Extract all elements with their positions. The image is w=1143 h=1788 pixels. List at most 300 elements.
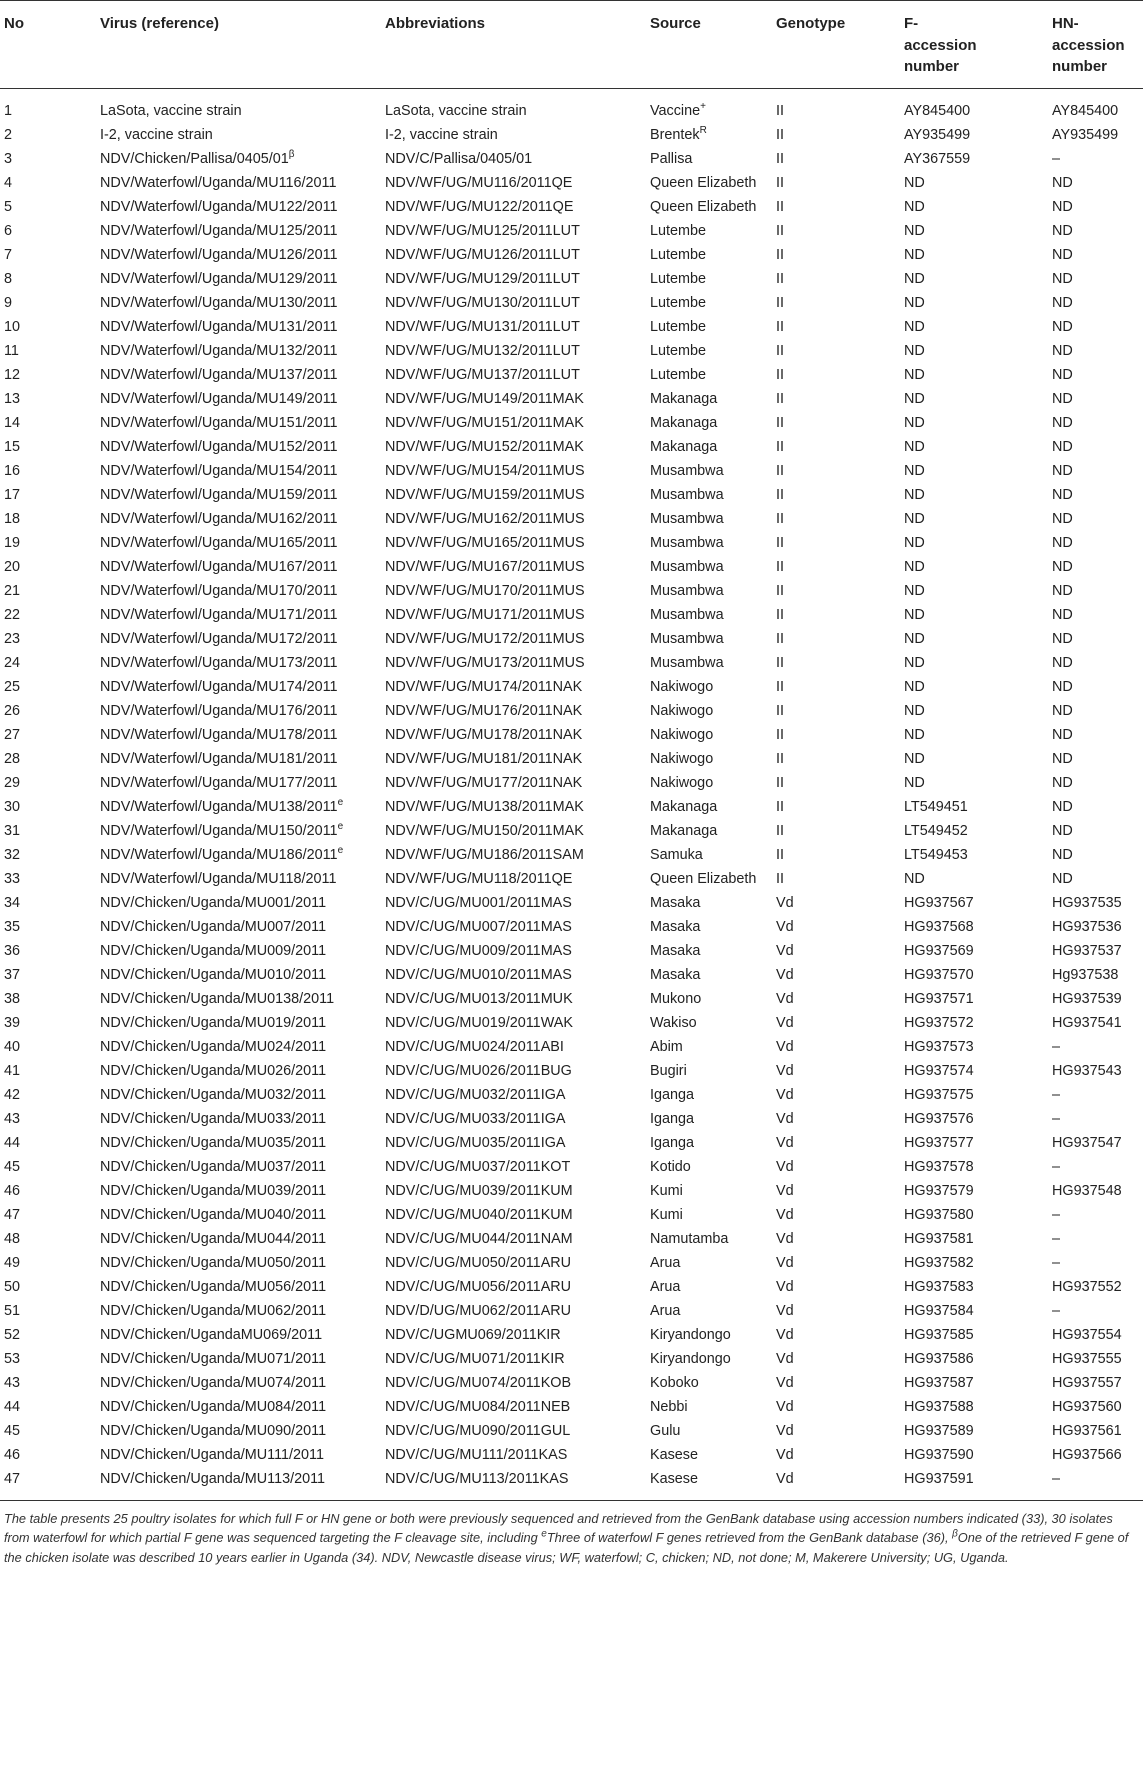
cell-source-text: Makanaga bbox=[650, 822, 718, 839]
cell-genotype-text: Vd bbox=[776, 1134, 794, 1151]
cell-no bbox=[0, 172, 96, 196]
cell-abbreviation-text: NDV/C/UG/MU001/2011MAS bbox=[385, 894, 572, 911]
cell-f-accession bbox=[900, 148, 1048, 172]
footnote-text: ), 30 isolates from waterfowl for which partial F gene was sequenced targeting the F cleavage site, including bbox=[4, 1510, 1113, 1545]
cell-no-text: 34 bbox=[4, 894, 21, 911]
cell-genotype-text: II bbox=[776, 198, 784, 215]
cell-hn-accession-text: – bbox=[1052, 1038, 1061, 1055]
cell-virus bbox=[96, 1084, 381, 1108]
cell-source bbox=[646, 436, 772, 460]
cell-virus bbox=[96, 460, 381, 484]
cell-virus bbox=[96, 532, 381, 556]
cell-no bbox=[0, 292, 96, 316]
cell-genotype-text: Vd bbox=[776, 1446, 794, 1463]
cell-no bbox=[0, 1060, 96, 1084]
cell-no-text: 32 bbox=[4, 846, 21, 863]
cell-f-accession bbox=[900, 1060, 1048, 1084]
cell-genotype bbox=[772, 1156, 900, 1180]
footnote-text: ), bbox=[940, 1530, 953, 1545]
cell-no bbox=[0, 316, 96, 340]
cell-hn-accession-text: ND bbox=[1052, 414, 1073, 431]
cell-source bbox=[646, 220, 772, 244]
cell-no bbox=[0, 1324, 96, 1348]
cell-virus-text: NDV/Waterfowl/Uganda/MU171/2011 bbox=[100, 606, 338, 623]
cell-f-accession bbox=[900, 964, 1048, 988]
cell-virus-text: NDV/Chicken/Uganda/MU032/2011 bbox=[100, 1086, 327, 1103]
cell-hn-accession bbox=[1048, 580, 1143, 604]
footnote-text: ). NDV, Newcastle disease virus; WF, waterfowl; C, chicken; ND, not done; M, Makerere University; UG, Uganda. bbox=[370, 1549, 1009, 1565]
cell-f-accession-text: HG937588 bbox=[904, 1398, 974, 1415]
table-row bbox=[0, 940, 1143, 964]
cell-no bbox=[0, 1444, 96, 1468]
cell-f-accession bbox=[900, 244, 1048, 268]
cell-source bbox=[646, 1180, 772, 1204]
cell-abbreviation bbox=[381, 700, 646, 724]
table-row bbox=[0, 580, 1143, 604]
cell-genotype bbox=[772, 88, 900, 124]
reference-link[interactable]: 33 bbox=[1025, 1510, 1041, 1526]
table-row bbox=[0, 244, 1143, 268]
cell-genotype bbox=[772, 556, 900, 580]
cell-source-text: Bugiri bbox=[650, 1062, 687, 1079]
cell-source bbox=[646, 484, 772, 508]
table-row bbox=[0, 1348, 1143, 1372]
cell-virus bbox=[96, 1300, 381, 1324]
cell-abbreviation-text: NDV/WF/UG/MU170/2011MUS bbox=[385, 582, 585, 599]
cell-hn-accession bbox=[1048, 244, 1143, 268]
cell-virus-text: NDV/Chicken/Uganda/MU084/2011 bbox=[100, 1398, 327, 1415]
cell-no bbox=[0, 508, 96, 532]
cell-f-accession bbox=[900, 388, 1048, 412]
cell-f-accession-text: HG937572 bbox=[904, 1014, 974, 1031]
cell-source bbox=[646, 844, 772, 868]
cell-hn-accession-text: ND bbox=[1052, 630, 1073, 647]
cell-hn-accession bbox=[1048, 676, 1143, 700]
cell-hn-accession-text: Hg937538 bbox=[1052, 966, 1119, 983]
cell-source bbox=[646, 1324, 772, 1348]
table-row bbox=[0, 988, 1143, 1012]
cell-hn-accession bbox=[1048, 1012, 1143, 1036]
cell-abbreviation-text: NDV/C/UG/MU037/2011KOT bbox=[385, 1158, 571, 1175]
cell-virus-text: NDV/Chicken/Uganda/MU024/2011 bbox=[100, 1038, 327, 1055]
cell-no bbox=[0, 1468, 96, 1501]
cell-hn-accession bbox=[1048, 868, 1143, 892]
cell-source-text: Nakiwogo bbox=[650, 702, 714, 719]
cell-no-text: 11 bbox=[4, 342, 19, 359]
table-row bbox=[0, 844, 1143, 868]
cell-f-accession-text: ND bbox=[904, 270, 925, 287]
cell-source-text: Musambwa bbox=[650, 486, 724, 503]
cell-no bbox=[0, 1276, 96, 1300]
cell-genotype bbox=[772, 1420, 900, 1444]
cell-genotype bbox=[772, 124, 900, 148]
cell-f-accession bbox=[900, 1444, 1048, 1468]
cell-no bbox=[0, 532, 96, 556]
cell-genotype-text: II bbox=[776, 246, 784, 263]
cell-abbreviation bbox=[381, 1420, 646, 1444]
cell-hn-accession bbox=[1048, 1156, 1143, 1180]
cell-no-text: 51 bbox=[4, 1302, 21, 1319]
cell-abbreviation-text: NDV/WF/UG/MU173/2011MUS bbox=[385, 654, 585, 671]
cell-genotype bbox=[772, 916, 900, 940]
cell-virus-text: NDV/Chicken/Uganda/MU010/2011 bbox=[100, 966, 327, 983]
cell-virus-text: NDV/Chicken/Uganda/MU035/2011 bbox=[100, 1134, 327, 1151]
cell-f-accession bbox=[900, 1420, 1048, 1444]
cell-f-accession-text: ND bbox=[904, 246, 925, 263]
cell-f-accession bbox=[900, 1300, 1048, 1324]
cell-virus-text: NDV/Waterfowl/Uganda/MU172/2011 bbox=[100, 630, 338, 647]
cell-hn-accession bbox=[1048, 1396, 1143, 1420]
cell-f-accession bbox=[900, 1396, 1048, 1420]
cell-genotype-text: II bbox=[776, 342, 784, 359]
cell-virus bbox=[96, 220, 381, 244]
cell-genotype bbox=[772, 532, 900, 556]
cell-source-text: Kumi bbox=[650, 1182, 683, 1199]
cell-virus-text: NDV/Waterfowl/Uganda/MU152/2011 bbox=[100, 438, 338, 455]
footnote-marker: e bbox=[337, 796, 344, 808]
cell-abbreviation bbox=[381, 172, 646, 196]
cell-no-text: 50 bbox=[4, 1278, 21, 1295]
cell-no-text: 29 bbox=[4, 774, 21, 791]
cell-f-accession bbox=[900, 556, 1048, 580]
cell-genotype-text: II bbox=[776, 510, 784, 527]
cell-genotype bbox=[772, 292, 900, 316]
cell-abbreviation bbox=[381, 844, 646, 868]
cell-no bbox=[0, 988, 96, 1012]
cell-source bbox=[646, 364, 772, 388]
cell-source bbox=[646, 1372, 772, 1396]
cell-f-accession bbox=[900, 724, 1048, 748]
cell-hn-accession bbox=[1048, 964, 1143, 988]
cell-abbreviation bbox=[381, 580, 646, 604]
table-row bbox=[0, 868, 1143, 892]
table-row bbox=[0, 364, 1143, 388]
cell-source-text: Nakiwogo bbox=[650, 678, 714, 695]
cell-f-accession bbox=[900, 604, 1048, 628]
cell-no-text: 40 bbox=[4, 1038, 21, 1055]
cell-virus-text: NDV/Waterfowl/Uganda/MU151/2011 bbox=[100, 414, 338, 431]
cell-f-accession bbox=[900, 1036, 1048, 1060]
cell-f-accession-text: ND bbox=[904, 462, 925, 479]
reference-link[interactable]: 36 bbox=[926, 1530, 941, 1545]
cell-hn-accession-text: ND bbox=[1052, 318, 1073, 335]
cell-virus-text: NDV/Waterfowl/Uganda/MU154/2011 bbox=[100, 462, 338, 479]
cell-virus bbox=[96, 1228, 381, 1252]
cell-hn-accession-text: – bbox=[1052, 1086, 1061, 1103]
table-row bbox=[0, 1036, 1143, 1060]
cell-abbreviation bbox=[381, 676, 646, 700]
cell-abbreviation-text: NDV/C/UG/MU032/2011IGA bbox=[385, 1086, 566, 1103]
cell-f-accession bbox=[900, 652, 1048, 676]
cell-virus-text: NDV/Waterfowl/Uganda/MU173/2011 bbox=[100, 654, 338, 671]
cell-genotype-text: Vd bbox=[776, 1038, 794, 1055]
cell-f-accession-text: HG937575 bbox=[904, 1086, 974, 1103]
cell-hn-accession bbox=[1048, 364, 1143, 388]
cell-hn-accession-text: – bbox=[1052, 150, 1061, 167]
cell-genotype-text: II bbox=[776, 462, 784, 479]
cell-virus-text: NDV/Waterfowl/Uganda/MU178/2011 bbox=[100, 726, 338, 743]
cell-hn-accession-text: ND bbox=[1052, 750, 1073, 767]
cell-hn-accession-text: ND bbox=[1052, 534, 1073, 551]
cell-no bbox=[0, 1252, 96, 1276]
cell-source bbox=[646, 772, 772, 796]
cell-f-accession-text: HG937574 bbox=[904, 1062, 974, 1079]
cell-abbreviation-text: NDV/WF/UG/MU125/2011LUT bbox=[385, 222, 580, 239]
cell-hn-accession bbox=[1048, 172, 1143, 196]
cell-f-accession-text: ND bbox=[904, 366, 925, 383]
cell-f-accession-text: AY935499 bbox=[904, 126, 971, 143]
cell-source bbox=[646, 268, 772, 292]
cell-hn-accession-text: HG937539 bbox=[1052, 990, 1122, 1007]
cell-abbreviation bbox=[381, 88, 646, 124]
cell-no bbox=[0, 460, 96, 484]
cell-hn-accession-text: HG937547 bbox=[1052, 1134, 1122, 1151]
cell-genotype bbox=[772, 1300, 900, 1324]
cell-source-text: Musambwa bbox=[650, 606, 724, 623]
cell-f-accession-text: HG937567 bbox=[904, 894, 974, 911]
cell-source bbox=[646, 412, 772, 436]
cell-virus-text: NDV/Waterfowl/Uganda/MU162/2011 bbox=[100, 510, 338, 527]
table-row bbox=[0, 724, 1143, 748]
cell-f-accession bbox=[900, 1348, 1048, 1372]
cell-genotype-text: II bbox=[776, 678, 784, 695]
cell-f-accession-text: ND bbox=[904, 774, 925, 791]
cell-abbreviation bbox=[381, 1300, 646, 1324]
cell-hn-accession-text: HG937554 bbox=[1052, 1326, 1122, 1343]
cell-f-accession bbox=[900, 796, 1048, 820]
cell-hn-accession bbox=[1048, 556, 1143, 580]
cell-abbreviation-text: NDV/C/UG/MU084/2011NEB bbox=[385, 1398, 571, 1415]
cell-source-text: Abim bbox=[650, 1038, 683, 1055]
cell-hn-accession-text: ND bbox=[1052, 654, 1073, 671]
cell-no-text: 47 bbox=[4, 1470, 21, 1487]
cell-virus bbox=[96, 364, 381, 388]
cell-abbreviation bbox=[381, 988, 646, 1012]
cell-source bbox=[646, 292, 772, 316]
table-row bbox=[0, 220, 1143, 244]
cell-no-text: 47 bbox=[4, 1206, 21, 1223]
cell-f-accession bbox=[900, 124, 1048, 148]
cell-virus bbox=[96, 1468, 381, 1501]
cell-hn-accession-text: HG937543 bbox=[1052, 1062, 1122, 1079]
cell-virus bbox=[96, 892, 381, 916]
cell-no-text: 28 bbox=[4, 750, 21, 767]
cell-abbreviation-text: NDV/C/UG/MU009/2011MAS bbox=[385, 942, 572, 959]
cell-source bbox=[646, 532, 772, 556]
cell-abbreviation-text: NDV/WF/UG/MU154/2011MUS bbox=[385, 462, 585, 479]
cell-source bbox=[646, 988, 772, 1012]
cell-abbreviation bbox=[381, 1156, 646, 1180]
cell-no-text: 3 bbox=[4, 150, 13, 167]
cell-abbreviation bbox=[381, 484, 646, 508]
cell-genotype bbox=[772, 220, 900, 244]
cell-f-accession-text: LT549453 bbox=[904, 846, 968, 863]
cell-genotype-text: Vd bbox=[776, 1326, 794, 1343]
cell-f-accession-text: LT549451 bbox=[904, 798, 968, 815]
cell-abbreviation bbox=[381, 772, 646, 796]
cell-no bbox=[0, 820, 96, 844]
cell-no-text: 39 bbox=[4, 1014, 21, 1031]
cell-no-text: 9 bbox=[4, 294, 13, 311]
cell-hn-accession-text: ND bbox=[1052, 558, 1073, 575]
cell-f-accession-text: ND bbox=[904, 390, 925, 407]
reference-link[interactable]: 34 bbox=[356, 1549, 371, 1565]
cell-abbreviation-text: NDV/WF/UG/MU178/2011NAK bbox=[385, 726, 583, 743]
cell-source-text: Queen Elizabeth bbox=[650, 174, 757, 191]
cell-genotype bbox=[772, 484, 900, 508]
cell-genotype bbox=[772, 388, 900, 412]
cell-hn-accession bbox=[1048, 940, 1143, 964]
cell-no bbox=[0, 244, 96, 268]
cell-hn-accession-text: ND bbox=[1052, 246, 1073, 263]
cell-source bbox=[646, 892, 772, 916]
cell-no bbox=[0, 1084, 96, 1108]
cell-no-text: 35 bbox=[4, 918, 21, 935]
cell-source-text: Lutembe bbox=[650, 246, 707, 263]
table-row bbox=[0, 772, 1143, 796]
table-row bbox=[0, 628, 1143, 652]
cell-genotype bbox=[772, 1468, 900, 1501]
cell-source-text: Masaka bbox=[650, 894, 701, 911]
cell-virus bbox=[96, 1204, 381, 1228]
cell-no-text: 41 bbox=[4, 1062, 21, 1079]
cell-virus bbox=[96, 484, 381, 508]
header-source: Source bbox=[646, 1, 772, 89]
table-row bbox=[0, 820, 1143, 844]
cell-f-accession bbox=[900, 364, 1048, 388]
cell-hn-accession bbox=[1048, 316, 1143, 340]
cell-abbreviation bbox=[381, 1468, 646, 1501]
cell-no bbox=[0, 1156, 96, 1180]
cell-virus bbox=[96, 1324, 381, 1348]
table-row bbox=[0, 1324, 1143, 1348]
cell-virus-text: NDV/Chicken/Uganda/MU019/2011 bbox=[100, 1014, 327, 1031]
cell-source bbox=[646, 1444, 772, 1468]
cell-hn-accession bbox=[1048, 892, 1143, 916]
cell-genotype bbox=[772, 844, 900, 868]
cell-source-text: Lutembe bbox=[650, 318, 707, 335]
cell-hn-accession bbox=[1048, 916, 1143, 940]
cell-source-text: Musambwa bbox=[650, 534, 724, 551]
table-row bbox=[0, 1204, 1143, 1228]
cell-hn-accession bbox=[1048, 988, 1143, 1012]
cell-virus bbox=[96, 196, 381, 220]
cell-virus-text: NDV/Chicken/Uganda/MU062/2011 bbox=[100, 1302, 327, 1319]
cell-abbreviation-text: NDV/WF/UG/MU138/2011MAK bbox=[385, 798, 584, 815]
cell-no bbox=[0, 604, 96, 628]
cell-source-text: Masaka bbox=[650, 918, 701, 935]
cell-genotype bbox=[772, 148, 900, 172]
cell-hn-accession bbox=[1048, 1132, 1143, 1156]
cell-virus-text: I-2, vaccine strain bbox=[100, 126, 213, 143]
cell-no bbox=[0, 1108, 96, 1132]
cell-f-accession-text: ND bbox=[904, 606, 925, 623]
cell-hn-accession bbox=[1048, 484, 1143, 508]
cell-no bbox=[0, 628, 96, 652]
cell-no-text: 25 bbox=[4, 678, 21, 695]
cell-genotype bbox=[772, 1228, 900, 1252]
table-row bbox=[0, 796, 1143, 820]
cell-no bbox=[0, 700, 96, 724]
cell-virus bbox=[96, 316, 381, 340]
cell-hn-accession bbox=[1048, 412, 1143, 436]
table-row bbox=[0, 652, 1143, 676]
cell-virus-text: NDV/Waterfowl/Uganda/MU129/2011 bbox=[100, 270, 338, 287]
cell-f-accession-text: ND bbox=[904, 342, 925, 359]
cell-abbreviation-text: NDV/C/UG/MU090/2011GUL bbox=[385, 1422, 571, 1439]
cell-genotype bbox=[772, 676, 900, 700]
cell-no-text: 7 bbox=[4, 246, 13, 263]
cell-source-text: Mukono bbox=[650, 990, 702, 1007]
cell-source-text: Makanaga bbox=[650, 414, 718, 431]
cell-virus-text: NDV/Waterfowl/Uganda/MU181/2011 bbox=[100, 750, 338, 767]
cell-virus bbox=[96, 1156, 381, 1180]
cell-genotype bbox=[772, 460, 900, 484]
cell-no-text: 46 bbox=[4, 1446, 21, 1463]
cell-hn-accession-text: – bbox=[1052, 1158, 1061, 1175]
cell-hn-accession bbox=[1048, 1036, 1143, 1060]
cell-abbreviation-text: NDV/C/UG/MU033/2011IGA bbox=[385, 1110, 566, 1127]
cell-hn-accession bbox=[1048, 436, 1143, 460]
cell-source bbox=[646, 916, 772, 940]
cell-virus bbox=[96, 724, 381, 748]
cell-source bbox=[646, 796, 772, 820]
cell-hn-accession-text: HG937537 bbox=[1052, 942, 1122, 959]
cell-genotype-text: Vd bbox=[776, 1374, 794, 1391]
cell-f-accession-text: AY845400 bbox=[904, 102, 971, 119]
cell-no-text: 17 bbox=[4, 486, 21, 503]
cell-virus-text: NDV/Chicken/Pallisa/0405/01 bbox=[100, 150, 289, 167]
cell-no bbox=[0, 892, 96, 916]
cell-genotype-text: Vd bbox=[776, 918, 794, 935]
cell-no bbox=[0, 388, 96, 412]
cell-hn-accession bbox=[1048, 1252, 1143, 1276]
cell-virus bbox=[96, 700, 381, 724]
cell-source bbox=[646, 1060, 772, 1084]
cell-source-text: Kumi bbox=[650, 1206, 683, 1223]
cell-f-accession-text: ND bbox=[904, 510, 925, 527]
cell-virus bbox=[96, 124, 381, 148]
cell-no-text: 53 bbox=[4, 1350, 21, 1367]
cell-no bbox=[0, 1372, 96, 1396]
cell-no-text: 2 bbox=[4, 126, 13, 143]
cell-hn-accession bbox=[1048, 124, 1143, 148]
cell-f-accession bbox=[900, 1372, 1048, 1396]
cell-source-text: Musambwa bbox=[650, 630, 724, 647]
cell-no bbox=[0, 412, 96, 436]
cell-f-accession bbox=[900, 868, 1048, 892]
cell-abbreviation-text: NDV/WF/UG/MU122/2011QE bbox=[385, 198, 574, 215]
cell-hn-accession-text: HG937548 bbox=[1052, 1182, 1122, 1199]
cell-no bbox=[0, 268, 96, 292]
cell-f-accession bbox=[900, 436, 1048, 460]
cell-source-text: Lutembe bbox=[650, 294, 707, 311]
cell-source bbox=[646, 964, 772, 988]
cell-abbreviation-text: NDV/WF/UG/MU129/2011LUT bbox=[385, 270, 580, 287]
cell-no bbox=[0, 1012, 96, 1036]
cell-f-accession-text: ND bbox=[904, 534, 925, 551]
cell-abbreviation-text: NDV/WF/UG/MU167/2011MUS bbox=[385, 558, 585, 575]
cell-no-text: 15 bbox=[4, 438, 21, 455]
cell-source-text: Nakiwogo bbox=[650, 726, 714, 743]
cell-f-accession-text: LT549452 bbox=[904, 822, 968, 839]
cell-f-accession-text: HG937571 bbox=[904, 990, 974, 1007]
cell-source bbox=[646, 940, 772, 964]
cell-no bbox=[0, 796, 96, 820]
cell-abbreviation-text: NDV/D/UG/MU062/2011ARU bbox=[385, 1302, 572, 1319]
cell-hn-accession-text: ND bbox=[1052, 726, 1073, 743]
cell-no bbox=[0, 1036, 96, 1060]
